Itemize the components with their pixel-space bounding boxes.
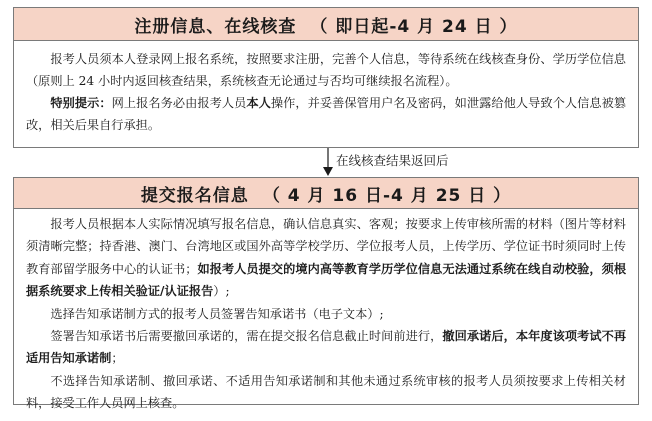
down-arrow-icon — [318, 148, 338, 177]
submit-info-paragraph-1 — [26, 213, 626, 303]
register-verify-header — [14, 8, 638, 41]
special-notice-label: 特别提示： — [50, 96, 112, 110]
withdraw-paragraph — [26, 325, 626, 370]
submit-info-section — [13, 177, 639, 411]
submit-info-emphasis: 如报考人员提交的境内高等教育学历学位信息无法通过系统在线自动校验，须根据系统要求上传相关验证/认证报告 — [26, 261, 627, 299]
withdraw-text: 签署告知承诺书后需要撤回承诺的，需在提交报名信息截止时间前进行， — [50, 329, 443, 344]
register-verify-paragraph: 报考人员须本人登录网上报名系统，按照要求注册，完善个人信息，等待系统在线核查身份、学历学位信息（原则上 24 小时内返回核查结果，系统核查无论通过与否均可继续报名流程）。 — [26, 52, 626, 88]
withdraw-end: ； — [111, 351, 124, 366]
submit-info-end: ）; — [213, 284, 230, 299]
connector-label: 在线核查结果返回后 — [336, 153, 449, 168]
non-commitment-paragraph: 不选择告知承诺制、撤回承诺、不适用告知承诺制和其他未通过系统审核的报考人员须按要求上传相关材料，接受工作人员网上核查。 — [26, 373, 626, 411]
register-verify-body — [14, 41, 638, 142]
submit-info-title: 提交报名信息 — [140, 185, 249, 206]
register-verify-date: （ 即日起-4 月 24 日 ） — [310, 16, 518, 37]
submit-info-text: 报考人员根据本人实际情况填写报名信息，确认信息真实、客观；按要求上传审核所需的材料（图片等材料须清晰完整；持香港、澳门、台湾地区或国外高等学校学历、学位报考人员，上传学历、学位证书时须同时上传教育部留学服务中心的认证书； — [26, 217, 626, 276]
register-verify-title: 注册信息、在线核查 — [134, 16, 297, 37]
register-verify-section — [13, 7, 639, 148]
special-notice-emphasis: 本人 — [246, 96, 271, 110]
special-notice-text-b: 操作，并妥善保管用户名及密码，如泄露给他人导致个人信息被篡改，相关后果自行承担。 — [26, 96, 627, 132]
commitment-paragraph: 选择告知承诺制方式的报考人员签署告知承诺书（电子文本）; — [50, 306, 384, 321]
special-notice-paragraph — [26, 92, 626, 136]
submit-info-date: （ 4 月 16 日-4 月 25 日 ） — [262, 185, 512, 206]
submit-info-body — [14, 209, 638, 421]
withdraw-emphasis: 撤回承诺后，本年度该项考试不再适用告知承诺制 — [26, 329, 627, 366]
special-notice-text-a: 网上报名务必由报考人员 — [111, 96, 247, 110]
submit-info-header — [14, 178, 638, 209]
